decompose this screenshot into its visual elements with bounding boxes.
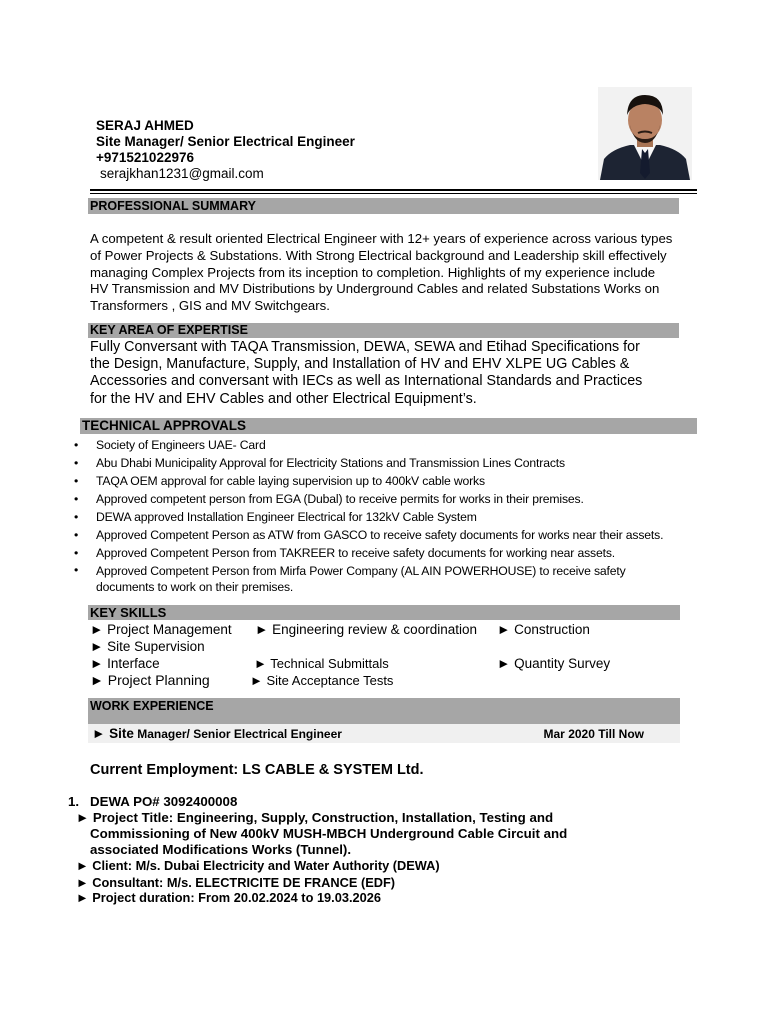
expertise-line: Fully Conversant with TAQA Transmission, DEWA, SEWA and Etihad Specifications for — [90, 339, 640, 355]
candidate-name: SERAJ AHMED — [96, 118, 194, 133]
skills-heading: KEY SKILLS — [88, 605, 680, 620]
work-role — [92, 726, 342, 741]
list-item-line: • Approved Competent Person from Mirfa Power Company (AL AIN POWERHOUSE) to receive safety — [96, 564, 626, 578]
summary-text — [90, 231, 682, 315]
contact-header — [96, 118, 355, 182]
skill-item: ► Site Acceptance Tests — [250, 673, 394, 688]
project-consultant: ► Consultant: M/s. ELECTRICITE DE FRANCE (EDF) — [76, 875, 396, 890]
summary-heading: PROFESSIONAL SUMMARY — [88, 198, 679, 214]
work-heading: WORK EXPERIENCE — [88, 698, 680, 724]
approvals-heading: TECHNICAL APPROVALS — [80, 418, 697, 434]
list-item: • TAQA OEM approval for cable laying supervision up to 400kV cable works — [72, 472, 712, 490]
summary-line: of Power Projects & Substations. With Strong Electrical background and Leadership skill effectively — [90, 247, 667, 263]
header-divider-thick — [90, 189, 697, 191]
approvals-list — [72, 436, 712, 596]
skill-item: ► Interface — [90, 656, 160, 671]
candidate-phone: +971521022976 — [96, 150, 194, 165]
list-item: • Society of Engineers UAE- Card — [72, 436, 712, 454]
project-duration: ► Project duration: From 20.02.2024 to 19.03.2026 — [76, 890, 381, 905]
current-employment: Current Employment: LS CABLE & SYSTEM Ltd. — [90, 762, 424, 778]
profile-photo — [598, 87, 692, 180]
skill-item: ► Project Management — [90, 622, 232, 637]
summary-line: A competent & result oriented Electrical Engineer with 12+ years of experience across various types — [90, 231, 673, 246]
work-role-title: Manager/ Senior Electrical Engineer — [133, 727, 342, 741]
expertise-text — [90, 339, 678, 408]
expertise-line: the Design, Manufacture, Supply, and Installation of HV and EHV XLPE UG Cables & — [90, 356, 630, 373]
person-portrait-icon — [598, 87, 692, 180]
list-item — [72, 562, 712, 596]
skill-item: ► Construction — [497, 622, 590, 637]
skill-item: ► Site Supervision — [90, 639, 205, 654]
list-item-line: documents to work on their premises. — [96, 580, 294, 594]
project-title-line: associated Modifications Works (Tunnel). — [90, 842, 352, 857]
project-po: DEWA PO# 3092400008 — [90, 794, 238, 809]
list-item: • Abu Dhabi Municipality Approval for Electricity Stations and Transmission Lines Contracts — [72, 454, 712, 472]
work-dates: Mar 2020 Till Now — [543, 727, 644, 741]
project-number: 1. — [68, 794, 80, 809]
list-item: • DEWA approved Installation Engineer Electrical for 132kV Cable System — [72, 508, 712, 526]
list-item: • Approved Competent Person from TAKREER to receive safety documents for working near assets. — [72, 544, 712, 562]
skill-item: ► Engineering review & coordination — [255, 622, 477, 637]
project-client: ► Client: M/s. Dubai Electricity and Water Authority (DEWA) — [76, 858, 440, 873]
project-title-line: Commissioning of New 400kV MUSH-MBCH Underground Cable Circuit and — [90, 826, 568, 841]
skill-item: ► Quantity Survey — [497, 656, 611, 671]
header-divider-thin — [90, 193, 697, 194]
summary-line: Transformers , GIS and MV Switchgears. — [90, 298, 330, 314]
project-title-line: ► Project Title: Engineering, Supply, Construction, Installation, Testing and — [76, 810, 554, 825]
summary-line: managing Complex Projects from its inception to completion. Highlights of my experience include — [90, 264, 656, 280]
candidate-role: Site Manager/ Senior Electrical Engineer — [96, 134, 355, 149]
list-item: • Approved competent person from EGA (Dubal) to receive permits for works in their premises. — [72, 490, 712, 508]
list-item: • Approved Competent Person as ATW from GASCO to receive safety documents for works near their assets. — [72, 526, 712, 544]
candidate-email: serajkhan1231@gmail.com — [100, 166, 264, 181]
expertise-line: for the HV and EHV Cables and other Electrical Equipment’s. — [90, 390, 477, 407]
work-role-row — [88, 724, 680, 743]
work-role-prefix: ► Site — [92, 726, 134, 741]
skill-item: ► Technical Submittals — [254, 656, 389, 671]
expertise-line: Accessories and conversant with IECs as well as International Standards and Practices — [90, 373, 643, 390]
skill-item: ► Project Planning — [90, 672, 210, 688]
summary-line: HV Transmission and MV Distributions by Underground Cables and related Substations Works on — [90, 281, 660, 297]
expertise-heading: KEY AREA OF EXPERTISE — [88, 323, 679, 338]
